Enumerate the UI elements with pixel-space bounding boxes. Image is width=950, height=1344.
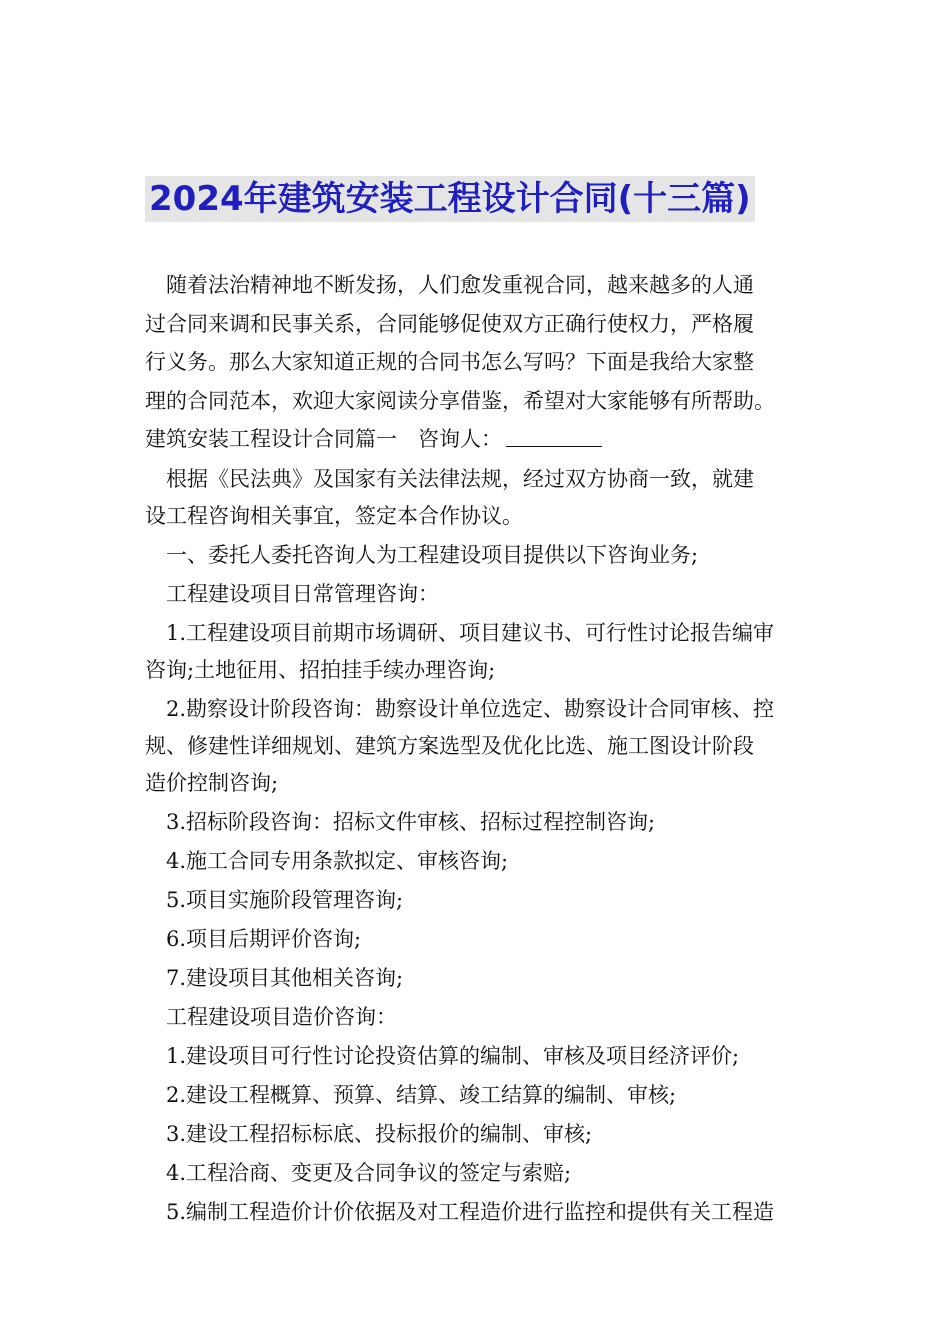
cost-item-3: 3.建设工程招标标底、投标报价的编制、审核; xyxy=(166,1121,593,1146)
daily-item-1-cont: 咨询;土地征用、招拍挂手续办理咨询; xyxy=(145,657,496,682)
daily-item-1: 1.工程建设项目前期市场调研、项目建议书、可行性讨论报告编审 xyxy=(166,620,775,645)
daily-item-3: 3.招标阶段咨询：招标文件审核、招标过程控制咨询; xyxy=(166,809,656,834)
cost-consulting-heading: 工程建设项目造价咨询： xyxy=(166,1004,397,1029)
intro-line: 行义务。那么大家知道正规的合同书怎么写吗？下面是我给大家整 xyxy=(145,350,754,374)
daily-item-2-cont: 造价控制咨询; xyxy=(145,770,279,795)
daily-item-6: 6.项目后期评价咨询; xyxy=(166,926,362,951)
daily-item-2: 2.勘察设计阶段咨询：勘察设计单位选定、勘察设计合同审核、控 xyxy=(166,696,775,721)
section-heading-line xyxy=(145,420,810,459)
daily-item-4: 4.施工合同专用条款拟定、审核咨询; xyxy=(166,848,509,873)
daily-management-heading: 工程建设项目日常管理咨询： xyxy=(166,581,439,606)
intro-line: 过合同来调和民事关系，合同能够促使双方正确行使权力，严格履 xyxy=(145,311,754,336)
paragraph-line: 根据《民法典》及国家有关法律法规，经过双方协商一致，就建 xyxy=(166,466,754,491)
daily-item-2-cont: 规、修建性详细规划、建筑方案选型及优化比选、施工图设计阶段 xyxy=(145,733,754,758)
cost-item-4: 4.工程洽商、变更及合同争议的签定与索赔; xyxy=(166,1160,572,1185)
section-heading: 建筑安装工程设计合同篇一 咨询人： xyxy=(145,427,502,451)
cost-item-5: 5.编制工程造价计价依据及对工程造价进行监控和提供有关工程造 xyxy=(166,1199,775,1224)
document-title: 2024年建筑安装工程设计合同(十三篇) xyxy=(145,176,755,222)
daily-item-5: 5.项目实施阶段管理咨询; xyxy=(166,887,404,912)
clause-1: 一、委托人委托咨询人为工程建设项目提供以下咨询业务; xyxy=(166,542,699,567)
consultant-blank xyxy=(506,422,602,447)
cost-item-2: 2.建设工程概算、预算、结算、竣工结算的编制、审核; xyxy=(166,1082,677,1107)
intro-line: 随着法治精神地不断发扬，人们愈发重视合同，越来越多的人通 xyxy=(145,273,754,297)
cost-item-1: 1.建设项目可行性讨论投资估算的编制、审核及项目经济评价; xyxy=(166,1043,740,1068)
daily-item-7: 7.建设项目其他相关咨询; xyxy=(166,965,404,990)
intro-line: 理的合同范本，欢迎大家阅读分享借鉴，希望对大家能够有所帮助。 xyxy=(145,388,775,413)
paragraph-line: 设工程咨询相关事宜，签定本合作协议。 xyxy=(145,503,523,528)
document-body xyxy=(145,266,810,1231)
